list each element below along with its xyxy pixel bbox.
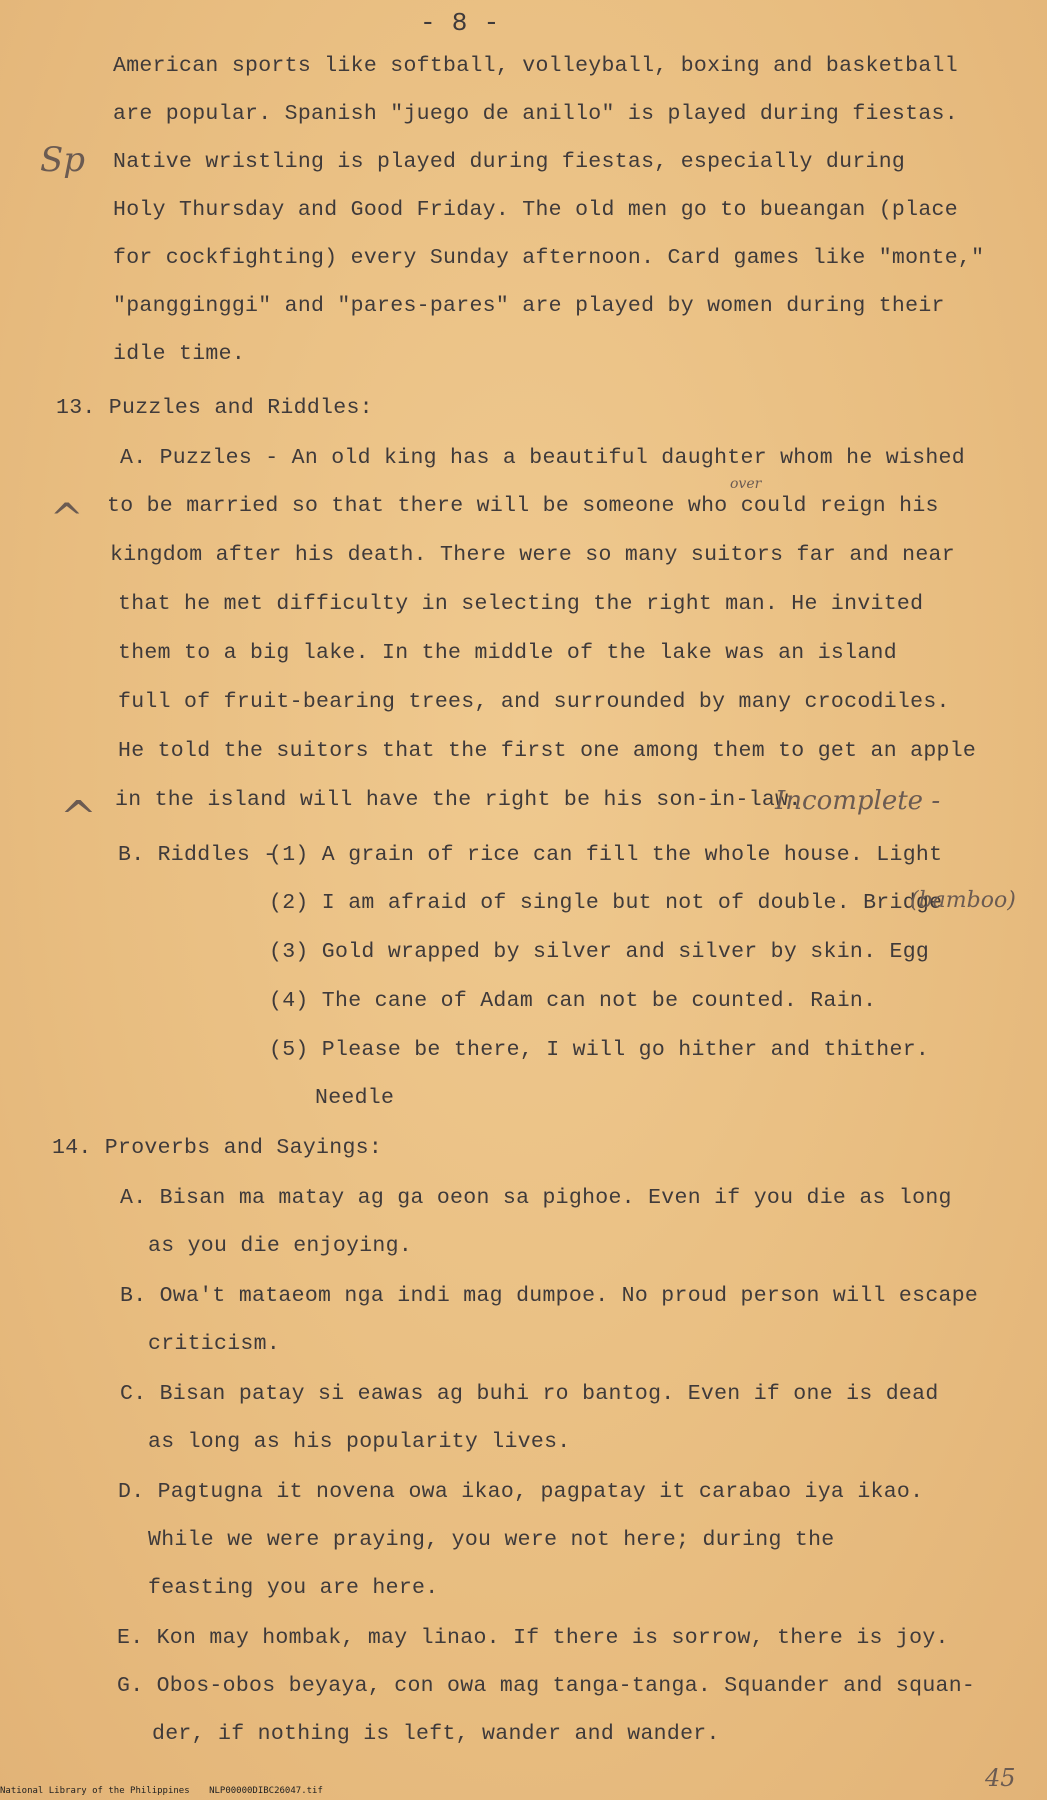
riddle-item: (1) A grain of rice can fill the whole house. Light <box>269 843 943 867</box>
proverb-line: C. Bisan patay si eawas ag buhi ro bantog. Even if one is dead <box>120 1382 939 1406</box>
proverb-line: G. Obos-obos beyaya, con owa mag tanga-tanga. Squander and squan- <box>117 1674 976 1698</box>
paragraph-line: Native wristling is played during fiestas, especially during <box>113 150 906 174</box>
puzzle-line: full of fruit-bearing trees, and surrounded by many crocodiles. <box>118 690 950 714</box>
proverb-line: E. Kon may hombak, may linao. If there is sorrow, there is joy. <box>117 1626 949 1650</box>
puzzle-line: that he met difficulty in selecting the right man. He invited <box>118 592 924 616</box>
puzzle-line: A. Puzzles - An old king has a beautiful daughter whom he wished <box>120 446 965 470</box>
paragraph-line: idle time. <box>113 342 246 366</box>
riddles-label: B. Riddles - <box>118 843 277 867</box>
puzzle-line: them to a big lake. In the middle of the lake was an island <box>118 641 897 665</box>
proverb-line: feasting you are here. <box>148 1576 439 1600</box>
puzzle-line: to be married so that there will be someone who could reign his <box>107 494 939 518</box>
library-name: National Library of the Philippines <box>0 1786 190 1796</box>
paragraph-line: are popular. Spanish "juego de anillo" is played during fiestas. <box>113 102 958 126</box>
proverb-line: as long as his popularity lives. <box>148 1430 571 1454</box>
paragraph-line: Holy Thursday and Good Friday. The old men go to bueangan (place <box>113 198 958 222</box>
puzzle-line: kingdom after his death. There were so many suitors far and near <box>110 543 955 567</box>
incomplete-note: Incomplete - <box>775 786 941 816</box>
section-14-heading: 14. Proverbs and Sayings: <box>52 1136 383 1160</box>
paragraph-line: American sports like softball, volleyball, boxing and basketball <box>113 54 958 78</box>
riddle-item: (2) I am afraid of single but not of double. Bridge <box>269 891 943 915</box>
puzzle-line: in the island will have the right be his son-in-law. <box>115 788 802 812</box>
puzzle-line: He told the suitors that the first one among them to get an apple <box>118 739 977 763</box>
riddle-item: (4) The cane of Adam can not be counted. Rain. <box>269 989 877 1013</box>
section-13-heading: 13. Puzzles and Riddles: <box>56 396 373 420</box>
insert-word: over <box>730 476 762 492</box>
proverb-line: D. Pagtugna it novena owa ikao, pagpatay it carabao iya ikao. <box>118 1480 924 1504</box>
proverb-line: der, if nothing is left, wander and wander. <box>152 1722 720 1746</box>
riddle-item: (5) Please be there, I will go hither and thither. <box>269 1038 930 1062</box>
bamboo-note: (bamboo) <box>910 888 1016 913</box>
page-number: - 8 - <box>420 8 500 38</box>
riddle-item: (3) Gold wrapped by silver and silver by skin. Egg <box>269 940 930 964</box>
page-mark: 45 <box>985 1764 1016 1792</box>
paragraph-line: "pangginggi" and "pares-pares" are played by women during their <box>113 294 945 318</box>
riddle-answer: Needle <box>315 1086 395 1110</box>
caret-mark: ^ <box>50 496 84 542</box>
paragraph-line: for cockfighting) every Sunday afternoon. Card games like "monte," <box>113 246 985 270</box>
scan-footer <box>0 1786 337 1796</box>
file-name: NLP00000DIBC26047.tif <box>209 1786 323 1796</box>
sp-margin-mark: Sp <box>40 140 86 180</box>
caret-mark: ^ <box>60 792 97 843</box>
proverb-line: A. Bisan ma matay ag ga oeon sa pighoe. Even if you die as long <box>120 1186 952 1210</box>
proverb-line: B. Owa't mataeom nga indi mag dumpoe. No proud person will escape <box>120 1284 979 1308</box>
proverb-line: criticism. <box>148 1332 281 1356</box>
proverb-line: as you die enjoying. <box>148 1234 413 1258</box>
proverb-line: While we were praying, you were not here; during the <box>148 1528 835 1552</box>
